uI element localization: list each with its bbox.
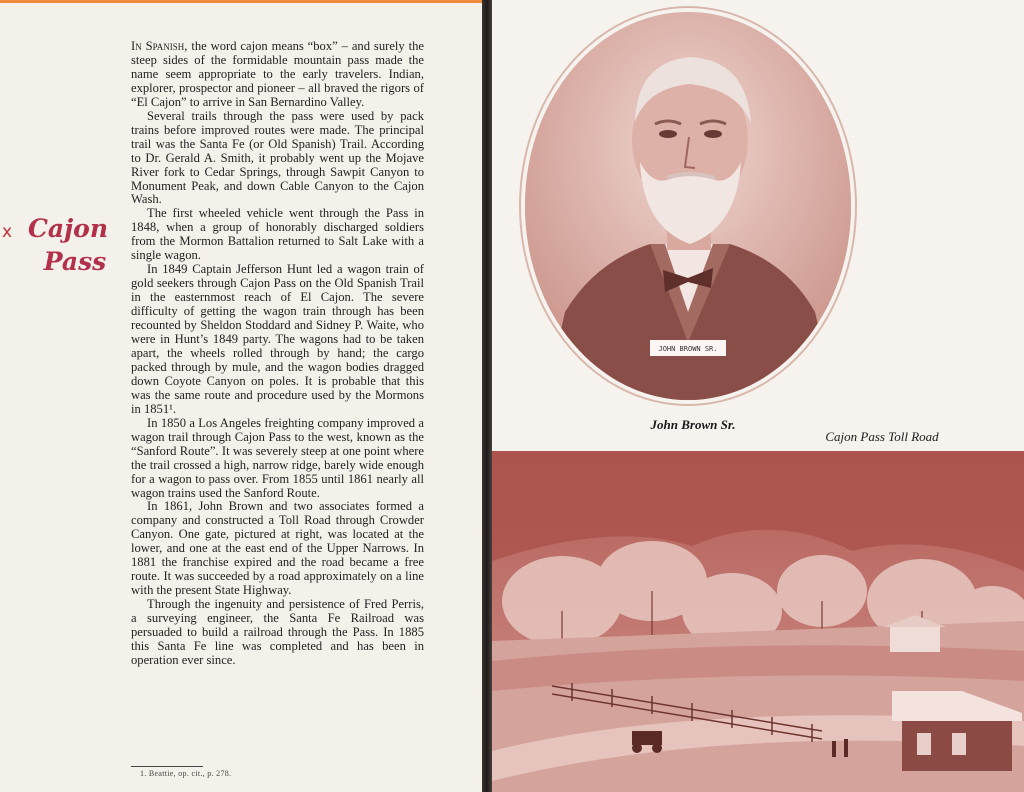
paragraph-3: The first wheeled vehicle went through the Pass in 1848, when a group of honorably discharged soldiers from the Mormon Battalion returned to Salt Lake with a single wagon.	[131, 206, 424, 263]
toll-road-photo	[492, 451, 1024, 792]
toll-road-illustration	[492, 451, 1024, 792]
paragraph-5: In 1850 a Los Angeles freighting company improved a wagon trail through Cajon Pass to the west, known as the “Sanford Route”. It was severely steep at one point where the trail crossed a high, narrow ridge, barely wide enough for a wagon to pass over. From 1855 until 1861 nearly all wagon trains used the Sanford Route.	[131, 415, 424, 500]
chapter-title-line1: Cajon	[28, 214, 108, 243]
paragraph-lead: In Spanish,	[131, 39, 188, 53]
chapter-title-line2: Pass	[43, 247, 107, 276]
left-page	[0, 0, 482, 792]
paragraph-6: In 1861, John Brown and two associates formed a company and constructed a Toll Road through Crowder Canyon. One gate, pictured at right, was located at the lower, and one at the east end of the Upper Narrows. In 1881 the franchise expired and the road became a free route. It was succeeded by a road approximately on a line with the present State Highway.	[131, 499, 424, 598]
body-text	[131, 40, 424, 668]
paragraph-7: Through the ingenuity and persistence of Fred Perris, a surveying engineer, the Santa Fe Railroad was persuaded to build a railroad through the Pass. In 1885 this Santa Fe line was completed and has been in operation ever since.	[131, 597, 424, 667]
footnote: 1. Beattie, op. cit., p. 278.	[140, 769, 232, 778]
photo-caption: Cajon Pass Toll Road	[825, 429, 939, 444]
page-edge-strip	[0, 0, 482, 3]
book-gutter	[482, 0, 492, 792]
portrait-label: JOHN BROWN SR.	[658, 345, 718, 353]
portrait-photo	[525, 12, 851, 400]
footnote-rule	[131, 766, 203, 767]
portrait-caption: John Brown Sr.	[650, 417, 736, 432]
right-page	[492, 0, 1024, 792]
chapter-title	[0, 212, 122, 278]
portrait-illustration	[525, 12, 851, 400]
margin-mark: x	[2, 222, 13, 242]
paragraph-text: the word cajon means “box” – and surely the steep sides of the formidable mountain pass made the name seem appropriate to the early travelers. Indian, explorer, prospector and pioneer – all braved the rigors of “El Cajon” to arrive in San Bernardino Valley.	[131, 39, 424, 109]
paragraph-2: Several trails through the pass were used by pack trains before improved routes were made. The principal trail was the Santa Fe (or Old Spanish) Trail. According to Dr. Gerald A. Smith, it probably went up the Mojave River fork to Cedar Springs, through Sawpit Canyon to Monument Peak, and down Cable Canyon to the Cajon Wash.	[131, 108, 424, 207]
paragraph-1	[131, 40, 424, 110]
paragraph-4: In 1849 Captain Jefferson Hunt led a wagon train of gold seekers through Cajon Pass on the Old Spanish Trail in the easternmost reach of El Cajon. The severe difficulty of getting the wagon train through has been recounted by Sheldon Stoddard and Sidney P. Waite, who were in Hunt’s 1849 party. The wagons had to be taken apart, the wheels rolled through by hand; the cargo packed through by mule, and the wagon bodies dragged down Coyote Canyon on poles. It is probable that this was the same route and procedure used by the Mormons in 1851¹.	[131, 262, 424, 416]
